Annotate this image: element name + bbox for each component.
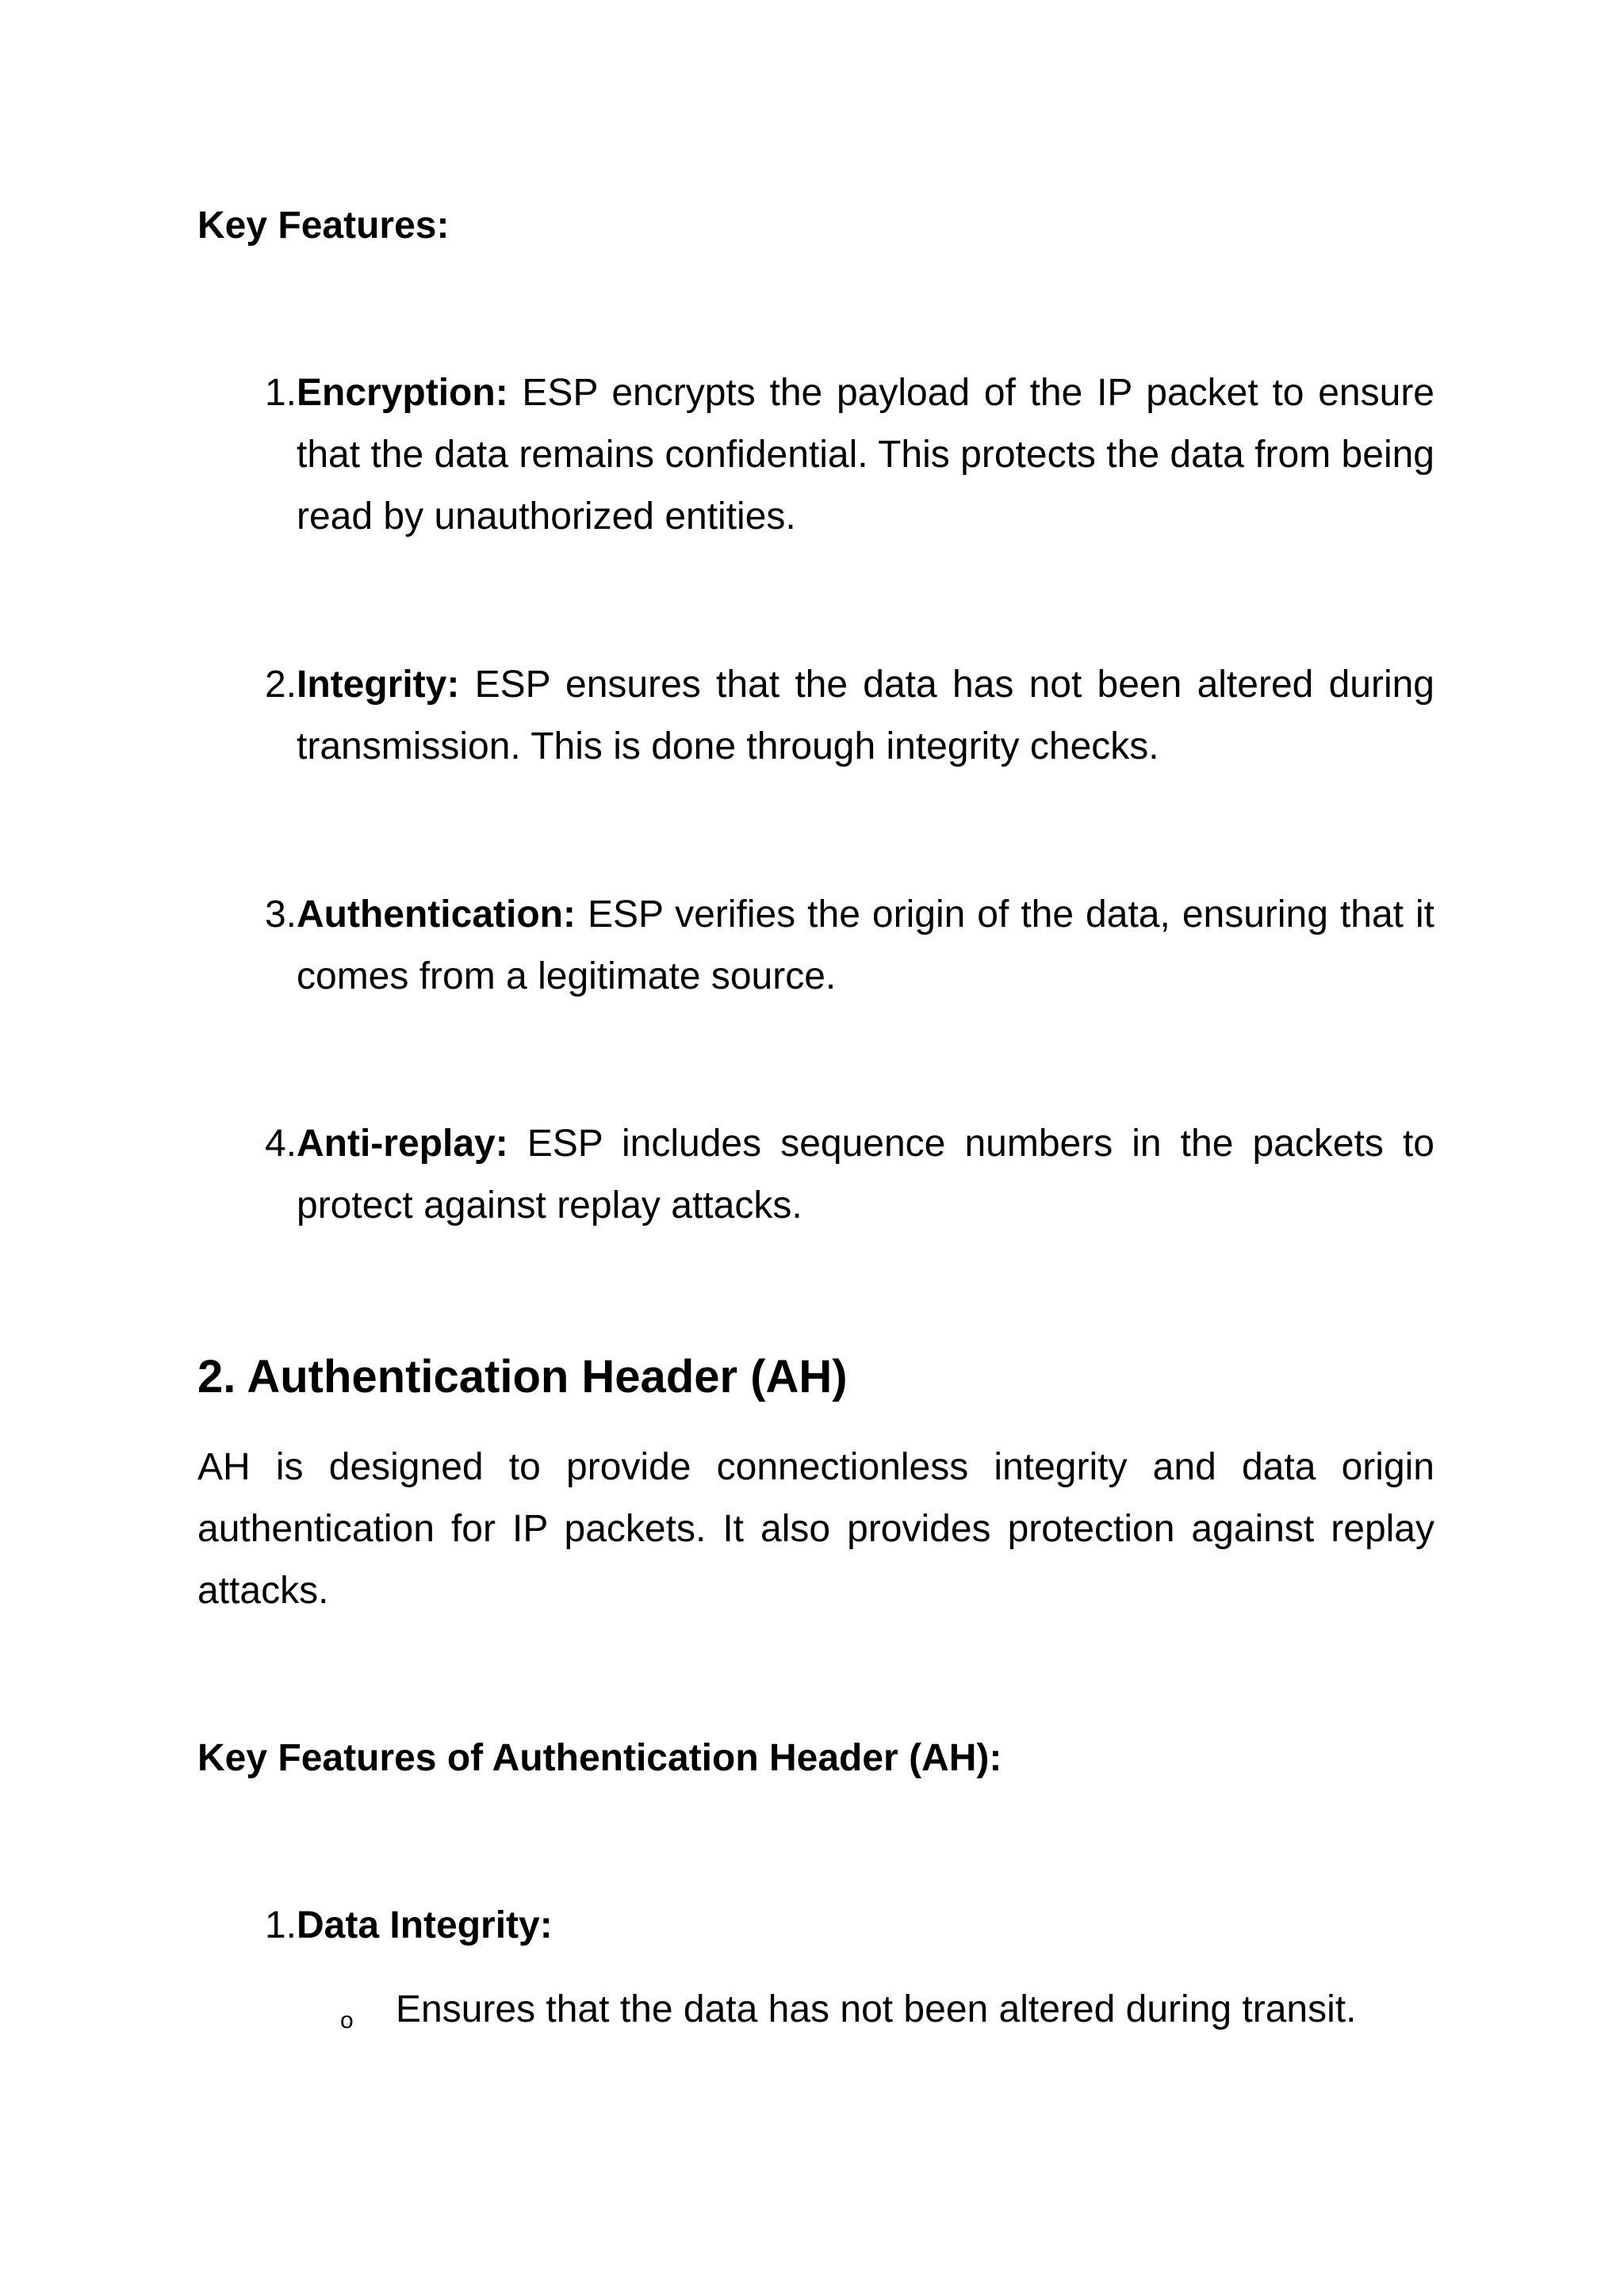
list-item: [197, 884, 1434, 1008]
list-item: [197, 654, 1434, 778]
section-intro-paragraph: AH is designed to provide connectionless integrity and data origin authentication for IP packets. It also provides protection against replay attacks.: [197, 1446, 1434, 1612]
list-item-body: [297, 1895, 1434, 1957]
sub-list-item-text: Ensures that the data has not been altered during transit.: [396, 1988, 1357, 2030]
list-number: 2.: [264, 664, 297, 706]
list-item-term: Authentication:: [297, 894, 576, 936]
list-item-text: ESP includes sequence numbers in the packets to protect against replay attacks.: [297, 1123, 1434, 1226]
section-heading: 2. Authentication Header (AH): [197, 1351, 848, 1402]
list-item-term: Anti-replay:: [297, 1123, 508, 1165]
list-item-term: Data Integrity:: [297, 1904, 553, 1946]
list-item-term: Encryption:: [297, 372, 508, 414]
list-item-body: [297, 654, 1434, 778]
list-number: 1.: [264, 372, 297, 414]
key-features-heading: Key Features:: [197, 205, 450, 247]
list-item: [197, 362, 1434, 548]
list-item-term: Integrity:: [297, 664, 460, 706]
list-item-text: ESP verifies the origin of the data, ensuring that it comes from a legitimate source.: [297, 894, 1434, 997]
list-item: [197, 1113, 1434, 1237]
list-item-text: ESP ensures that the data has not been altered during transmission. This is done through integrity checks.: [297, 664, 1434, 767]
hollow-bullet-icon: o: [340, 2007, 354, 2034]
sub-list-item: [197, 1979, 1434, 2041]
ah-key-features-heading: Key Features of Authentication Header (AH):: [197, 1737, 1002, 1779]
list-item-text: ESP encrypts the payload of the IP packet to ensure that the data remains confidential. This protects the data from being read by unauthorized entities.: [297, 372, 1434, 538]
list-number: 4.: [264, 1123, 297, 1165]
list-item-body: [297, 1113, 1434, 1237]
list-item-body: [297, 884, 1434, 1008]
list-item-body: [297, 362, 1434, 548]
list-number: 1.: [264, 1904, 297, 1946]
list-item: [197, 1895, 1434, 1957]
list-number: 3.: [264, 894, 297, 936]
